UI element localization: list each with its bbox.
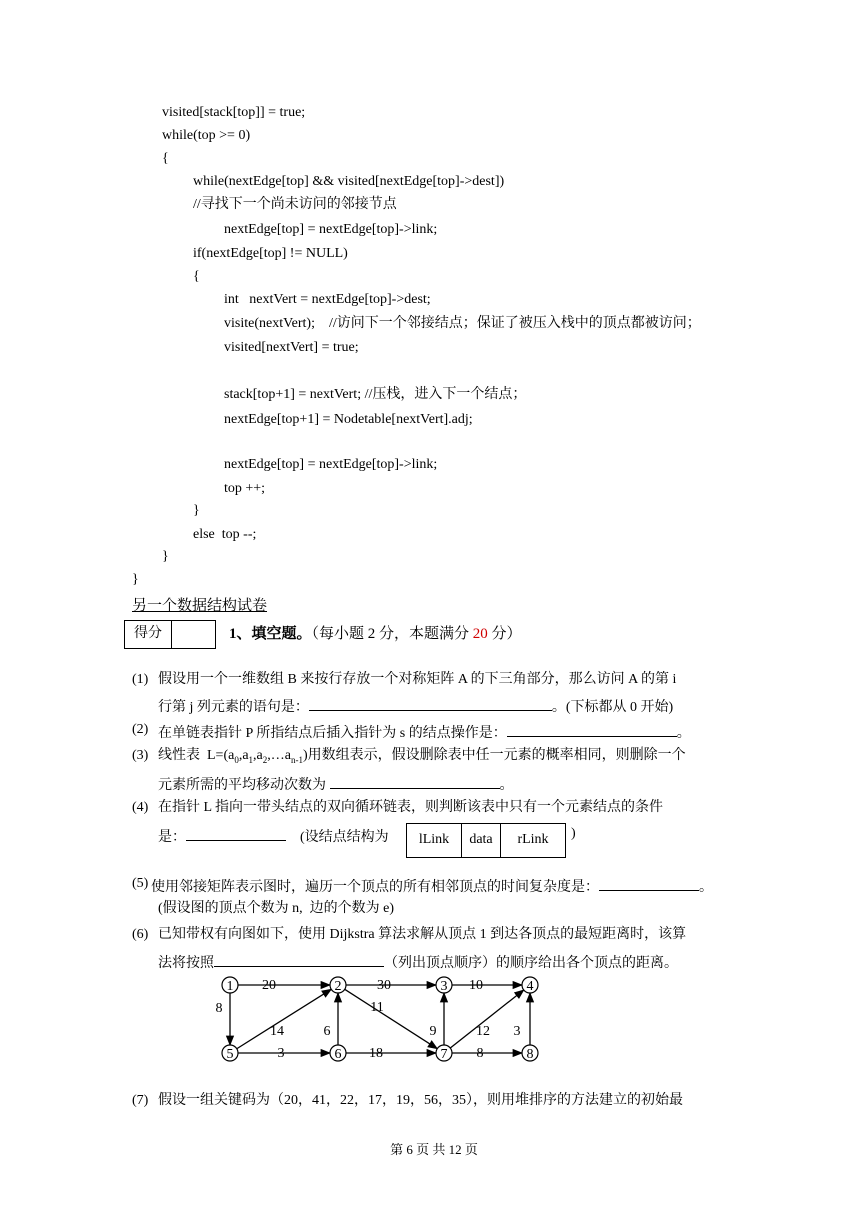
code-line: nextEdge[top] = nextEdge[top]->link;	[224, 222, 438, 237]
code-line: //寻找下一个尚未访问的邻接节点	[193, 197, 397, 212]
q2-text: 在单链表指针 P 所指结点后插入指针为 s 的结点操作是：	[158, 726, 507, 741]
q3-sub: 1	[248, 754, 254, 765]
edge-weight-7-4: 12	[476, 1024, 490, 1039]
code-line: stack[top+1] = nextVert; //压栈，进入下一个结点；	[224, 387, 527, 402]
question-note: （每小题 2 分，本题满分	[311, 626, 473, 642]
q4-text: (设结点结构为	[300, 830, 389, 845]
code-line: int nextVert = nextEdge[top]->dest;	[224, 292, 431, 307]
code-line: visited[nextVert] = true;	[224, 340, 359, 355]
vertex-label-6: 6	[334, 1047, 342, 1062]
node-field-data: data	[462, 824, 501, 857]
edge-2-7	[345, 989, 438, 1048]
q4-text: 是：	[158, 830, 186, 845]
total-score: 20	[472, 626, 488, 642]
q1-line1: 假设用一个一维数组 B 来按行存放一个对称矩阵 A 的下三角部分，那么访问 A 的第 i	[158, 672, 677, 687]
edge-7-4	[450, 990, 523, 1048]
vertex-label-5: 5	[226, 1047, 234, 1062]
vertex-label-8: 8	[526, 1047, 534, 1062]
q6-text: 法将按照	[158, 956, 214, 971]
edge-weight-7-3: 9	[429, 1024, 437, 1039]
code-line: }	[193, 503, 200, 518]
q7-number: (7)	[132, 1093, 149, 1108]
edge-weight-6-7: 18	[369, 1046, 383, 1061]
q7-line1: 假设一组关键码为（20，41，22，17，19，56，35），则用堆排序的方法建立的初始最	[158, 1093, 683, 1108]
edge-weight-8-4: 3	[513, 1024, 521, 1039]
q3-text: ,a	[253, 748, 263, 763]
vertex-label-4: 4	[526, 979, 534, 994]
code-line: {	[193, 269, 200, 284]
q3-sub: 2	[262, 754, 268, 765]
edge-weight-2-3: 30	[377, 978, 391, 993]
q6-line1: 已知带权有向图如下，使用 Dijkstra 算法求解从顶点 1 到达各顶点的最短距离时，该算	[158, 927, 687, 942]
question-note-end: 分）	[487, 626, 522, 642]
edge-weight-1-2: 20	[262, 978, 276, 993]
vertex-label-3: 3	[440, 979, 448, 994]
edge-weight-6-2: 6	[323, 1024, 331, 1039]
code-line: }	[132, 572, 139, 587]
q4-number: (4)	[132, 800, 149, 815]
code-line: while(nextEdge[top] && visited[nextEdge[top]->dest])	[193, 174, 505, 189]
node-field-llink: lLink	[407, 824, 462, 857]
q3-sub: 0	[234, 754, 239, 765]
q3-text: 线性表 L=(a	[158, 748, 235, 763]
edge-weight-7-8: 8	[476, 1046, 484, 1061]
q2-number: (2)	[132, 722, 149, 737]
q3-text: ,…a	[267, 748, 291, 763]
page-footer: 第 6 页 共 12 页	[390, 1142, 478, 1157]
q1-text-end: 。(下标都从 0 开始)	[551, 700, 674, 715]
code-line: }	[162, 549, 169, 564]
q6-number: (6)	[132, 927, 149, 942]
code-line: while(top >= 0)	[162, 128, 251, 143]
edge-weight-5-2: 14	[270, 1024, 284, 1039]
code-line: nextEdge[top+1] = Nodetable[nextVert].adj;	[224, 412, 473, 427]
question-number: 1、填空题。	[229, 626, 312, 642]
vertex-label-7: 7	[440, 1047, 448, 1062]
edge-5-2	[237, 989, 331, 1048]
code-line: nextEdge[top] = nextEdge[top]->link;	[224, 457, 438, 472]
q1-text: 行第 j 列元素的语句是：	[158, 700, 309, 715]
q3-text-end: 。	[499, 778, 514, 793]
q6-text-end: （列出顶点顺序）的顺序给出各个顶点的距离。	[384, 956, 678, 971]
code-line: top ++;	[224, 481, 266, 496]
edge-weight-5-6: 3	[277, 1046, 285, 1061]
q3-text: 元素所需的平均移动次数为	[158, 778, 330, 793]
score-label: 得分	[125, 621, 172, 648]
q1-number: (1)	[132, 672, 149, 687]
edge-weight-3-4: 10	[469, 978, 483, 993]
vertex-label-1: 1	[226, 979, 234, 994]
edge-weight-2-7: 11	[370, 1000, 384, 1015]
q4-close: )	[571, 826, 576, 841]
code-line: visited[stack[top]] = true;	[162, 105, 306, 120]
q3-number: (3)	[132, 748, 149, 763]
code-line: {	[162, 151, 169, 166]
vertex-label-2: 2	[334, 979, 342, 994]
q5-text-end: 。	[699, 880, 713, 895]
node-field-rlink: rLink	[517, 832, 549, 847]
code-line: visite(nextVert); //访问下一个邻接结点；保证了被压入栈中的顶点都被访问；	[224, 316, 701, 331]
q3-text: )用数组表示，假设删除表中任一元素的概率相同，则删除一个	[302, 748, 686, 763]
section-title: 另一个数据结构试卷	[132, 598, 268, 614]
code-line: if(nextEdge[top] != NULL)	[193, 246, 348, 261]
q2-text-end: 。	[676, 726, 691, 741]
q4-line1: 在指针 L 指向一带头结点的双向循环链表，则判断该表中只有一个元素结点的条件	[158, 800, 664, 815]
code-line: else top --;	[193, 527, 257, 542]
edge-weight-1-5: 8	[215, 1001, 223, 1016]
q5-text: 使用邻接矩阵表示图时，遍历一个顶点的所有相邻顶点的时间复杂度是：	[151, 880, 599, 895]
q5-number: (5)	[132, 876, 149, 891]
q3-sub: n-1	[290, 754, 303, 765]
q5-line2: (假设图的顶点个数为 n, 边的个数为 e)	[158, 901, 395, 916]
q3-text: ,a	[238, 748, 249, 763]
